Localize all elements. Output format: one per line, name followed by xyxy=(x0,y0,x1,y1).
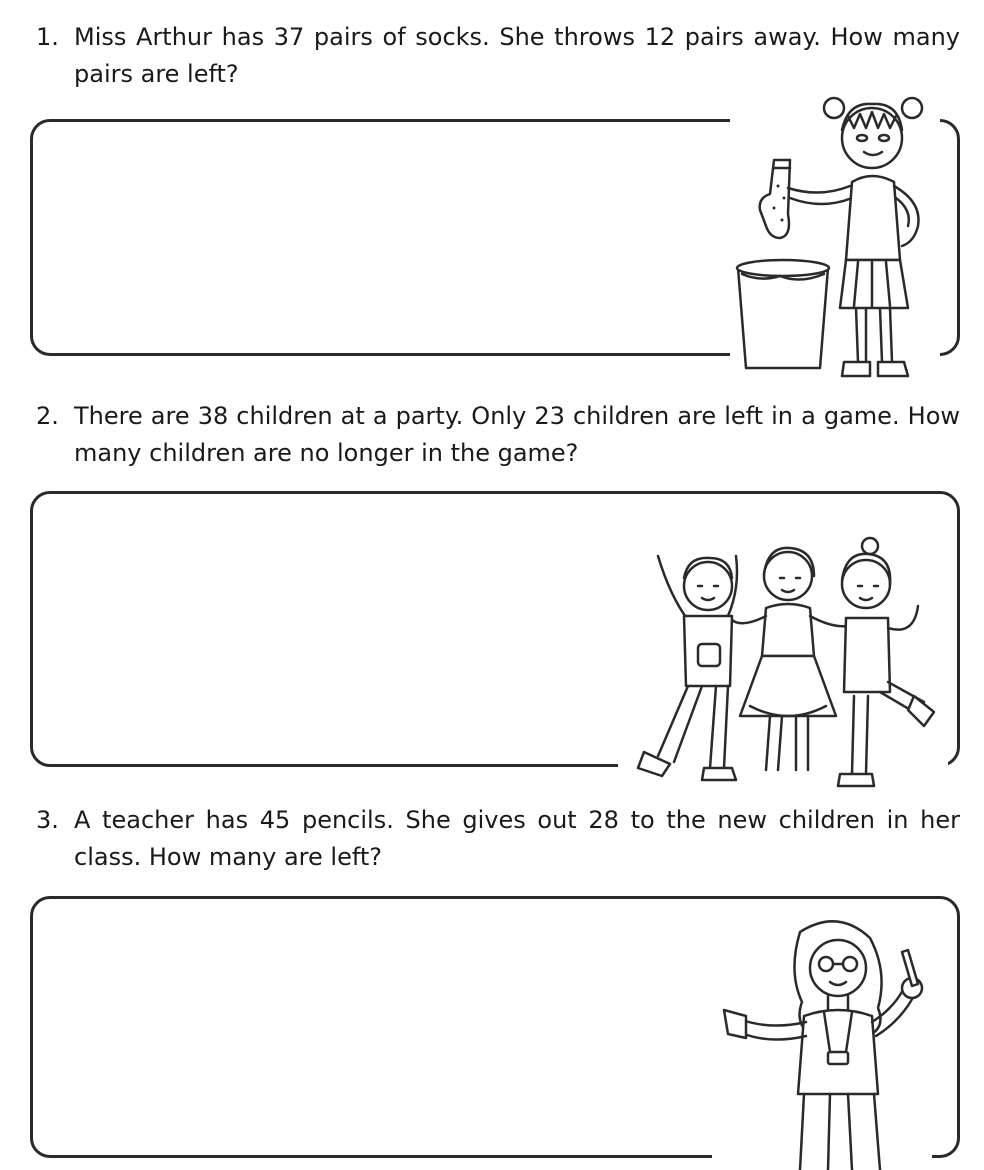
three-dancing-children-illustration xyxy=(618,536,948,790)
question-3-text: A teacher has 45 pencils. She gives out 28 to the new children in her class. How many are left? xyxy=(74,806,960,871)
question-3-number: 3. xyxy=(36,806,59,834)
teacher-with-pencil-illustration xyxy=(712,912,932,1170)
question-3 xyxy=(36,802,960,876)
question-2-text: There are 38 children at a party. Only 23 children are left in a game. How many children are no longer in the game? xyxy=(74,402,960,467)
question-1-number: 1. xyxy=(36,23,59,51)
question-1 xyxy=(36,19,960,93)
question-2-number: 2. xyxy=(36,402,59,430)
question-2 xyxy=(36,398,960,472)
girl-throwing-sock-in-bin-illustration xyxy=(730,86,940,386)
question-1-text: Miss Arthur has 37 pairs of socks. She throws 12 pairs away. How many pairs are left? xyxy=(74,23,960,88)
